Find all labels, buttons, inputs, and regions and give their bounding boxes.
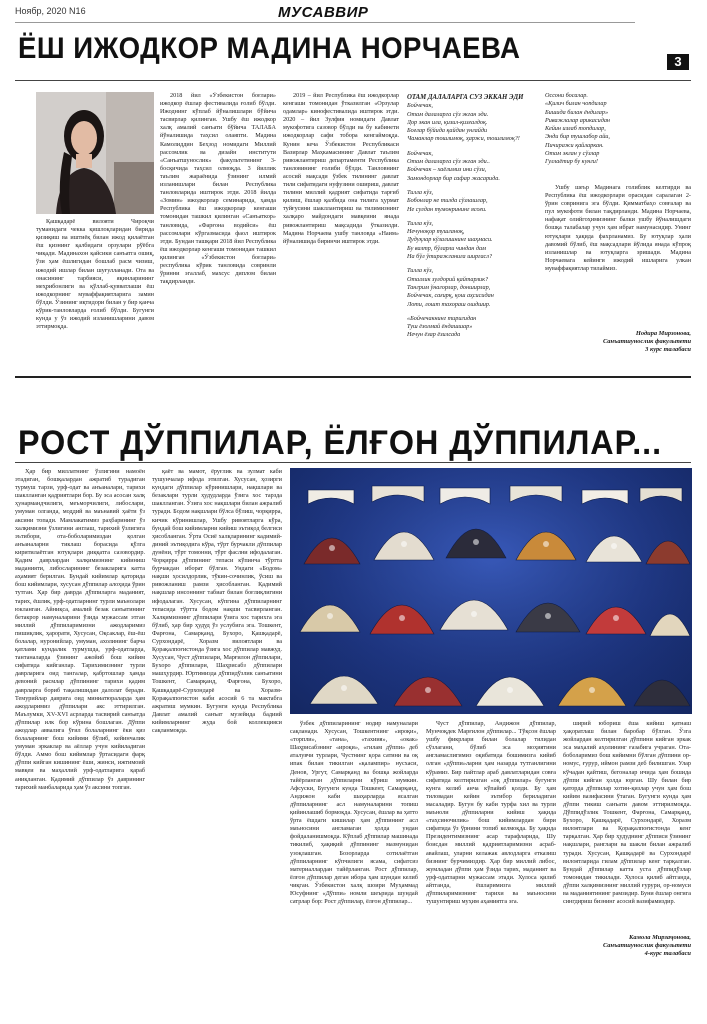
- poem1-line: Тилла кўз,: [407, 188, 434, 196]
- doppi-illustration: [290, 468, 692, 714]
- poem2-line: Пичиражи қайларкан.: [545, 141, 604, 149]
- article2-column-3: ўзбек дўппиларининг нодир намуналари сақланади. Хусусан, Тошкентнинг «ироқи», «торпли», «тана», «тахиия», «окак» Шаҳрисабзнинг «ироқи», «гилам дўппи» деб аталувчи турлари, Чустнинг қора сатини ва оқ ипак билан тикилган «қалампир» нусхаси, Денов, Ургут, Самарқанд ва бошқа жойларда тайёрланган дўппиларни кўриш мумкин. Афсуски, Бугунги кунда Тошкент, Самарқанд, Андижон каби шаҳарларда ясалган дўппиларнинг асл намуналарини топиш қийинлашиб бормоқда. Хусусан, ёшлар ва ҳатто ўрта ёшдаги кишилар ҳам дўппининг асл маъносини англамаган ҳолда ундан фойдаланишмоқда. Кўплаб дўппилар машинада тикилиб, ҳақиқий дўппининг мазмунидан узоқлашган. Бозорларда сотилаётган дўппиларнинг кўпчилиги ясама, сифатсиз материаллардан тайёрланган. Рост дўппилар, ёлғон дўппилар деган ибора ҳам шундан келиб чиқган. Ўзбекистон халқ шоири Муҳаммад Юсуфнинг «Дўппи» номли шеърида шундай сатрлар бор: Рост дўппилар, ёлғон дўппилар...: [290, 720, 418, 906]
- page-number: 3: [667, 54, 689, 70]
- masthead-logo: МУСАВВИР: [278, 4, 369, 21]
- signature-year: 3 курс талабаси: [645, 346, 691, 353]
- signature-name: Камола Мирзаҷонова,: [629, 934, 691, 941]
- poem1-line: Дор экан ила, қизил-қизғалдоқ.: [407, 118, 488, 126]
- poem2-line: Риважлалар арикасидан: [545, 116, 610, 124]
- section-divider: [15, 376, 691, 378]
- poem1-line: Бойчечак – хаёлимиз ини сўзи,: [407, 166, 487, 174]
- poem1-line: «Бойчечакнинг тиригидан: [407, 314, 477, 322]
- poem1-line: Бу валтр, бўларли чиндан дам: [407, 244, 487, 252]
- article2-headline: РОСТ ДЎППИЛАР, ЁЛҒОН ДЎППИЛАР...: [18, 424, 663, 462]
- poem1-line: Бойчечак, сағирқ, қош аҳсисидан: [407, 292, 494, 300]
- poem1-line: Чаманлар тошлимоқ, ҳаржи, тошлимоқ?!: [407, 135, 520, 143]
- article2-column-4: Чуст дўппилар, Андижон дўппилар, Мунчоқдек Марғилон дўппилар... Тўқсон ёшлар ушбу фикрлари билан болалар тилидан сўзлагани, бўлиб эса моҳиятини англамаслигимиз оқибатида бошимизга кийиб олган «дўппи»ларни ҳам назарда тутганлигини кўрамиз. Бир пайтлар араб давлатларидан совға сифатида келтирилган «оқ дўппилар» бугунги кунга келиб анча кўпайиб қолди. Бу ҳам тиловадан кейин эътибор бериладиган масаладир. Бугун бу каби турфа хил ва турли маъноли дўппиларни кийиш ҳақида «таҳсиночилик» бош кийимлардан бири сифатида ўз ўрнини топиб келмоқда. Бу ҳақида Президентимизнинг асар тарафларида, Шу боисдан миллий қадриятларимизни асраб-авайлаш, уларни келажак авлодларга етказиш бизнинг бурчимиздир. Ҳар бир миллий либос, жумладан дўппи ҳам ўзида тарих, маданият ва урф-одатларни мужассам этади. Хулоса қилиб айтганда, ёшларимизга миллий дўппиларимизнинг тарихи ва маъносини тушунтириш муҳим аҳамиятга эга.: [426, 720, 556, 906]
- poem1-line: Дудуқлар кўзалишнинг шаҳмаси.: [407, 236, 493, 244]
- signature-faculty: Санъатшунослик факультети: [602, 338, 691, 345]
- article1-column-1: Қашқадарё вилояти Чироқчи туманидаги чекка қишлоқларидан бирида қизиқиш ва иштиёқ билан ижод қилаётган ёш қизнинг қалбидаги орзулари рўёбга чиқади. Мадинахон қайсики санъатга ошиқ, ўзи ҳам ёшлигидан бошлаб расм чизиш, ижодий ишлар билан шуғулланади. Ота ва онасининг тарбияси, яқинларининг меҳрибонлиги ва қўллаб-қувватлаши ёш ижодкорнинг муваффақиятларига замин бўлди. Ўзининг иқтидори билан у бир қанча кўрик-танловларда ғолиб бўлди. Бугунги кунда у ўз ижодий изланишларини давом эттирмоқда.: [36, 218, 154, 331]
- poem2-line: Гуллаётир бу кунги!: [545, 158, 598, 166]
- signature-year: 4-курс талабаси: [644, 950, 691, 957]
- poem-block-1: [407, 94, 537, 366]
- header-rule: [15, 22, 635, 23]
- poem1-line: Туш ёзолмай ёндашшар»: [407, 323, 473, 331]
- poem2-line: Оссони босалар.: [545, 92, 588, 99]
- poem1-line: Бойчечак,: [407, 149, 433, 157]
- poem1-line: На бўл ўтиражганига ширгасл?: [407, 253, 493, 261]
- signature-name: Нодира Мирзонова,: [635, 330, 691, 337]
- poem-title: ОТАМ ДАЛАЛАРГА СЎЗ ЭККАН ЭДИ: [407, 94, 524, 101]
- poem1-line: Лоти, лошт тахораш ошдшир.: [407, 300, 491, 308]
- poem2-line: «Қилич билан чопдилар: [545, 100, 607, 108]
- poem1-line: Замондорлар бир сафар жасарида.: [407, 174, 500, 182]
- poem2-line: Бишида билан ёндилар»: [545, 108, 609, 116]
- poem2-line: Отам экган у сўзлар: [545, 150, 600, 158]
- doppi-collection-photo: [290, 468, 692, 714]
- article1-headline: ЁШ ИЖОДКОР МАДИНА НОРЧАЕВА: [18, 32, 521, 65]
- poem-lines-continued: [545, 92, 691, 167]
- article2-column-2: қаёт ва мамот, ёруғлик ва зулмат каби тушунчалар ифода этилган. Хусусан, ҳозирги кундаги дўппилар кўринишлари, нақшлари ва безаклари турли ҳудудларда ўзига хос тарзда шаклланган. Ўзига хос нақшлари билан ажралиб туради. Бодом нақшлари бўлса бўлиш, чорқирра, кичик кўринишлар, Ушбу ривоятларга кўра, бундай бош кийимларни кийиш эътиқод белгиси ҳисобланган. Ўрта Осиё халқларининг кадимий-диний эътиқодига кўра, тўрт бурчакли дўппилар дунёни, тўрт томонни, тўрт фаслни ифодалаган. Чорқирра дўппининг тепаси кўпинча тўртта бурчакдан иборат бўлган. Ундаги «Бодом» нақши ҳосилдорлик, тўкин-сочинлик, ўсиш ва ривожланиш рамзи ҳисобланган. Қадимий нақшлар инсоннинг табиат билан боғлиқлигини ифодалаган. Хусусан, кўпгина дўппиларнинг тепасида тўртта бодом нақши тасвирланган. Халқимизнинг дўппилари ўзига хос тарихга эга бўлиб, ҳар бир ҳудуд ўз услубига эга. Тошкент, Фарғона, Самарқанд, Бухоро, Қашқадарё, Сурхондарё, Хоразм вилоятлари ва Қорақалпоғистонда ўзига хос дўппилар мавжуд. Хусусан, Чуст дўппилари, Марғилон дўппилари, Бухоро дўппилари, Шаҳрисабз дўппилари машҳурдир. Юртимизда дўппидўзлик санъатини Тошкент, Самарқанд, Фарғона, Бухоро, Қашқадарё-Сурхондарё ва Хоразм-Қорақалпоғистон каби асосий 6 та мактабга ажратиш мумкин. Бугунги кунда Республика Давлат амалий санъат музейида бадиий кийимларнинг жуда бой коллекцияси сақланмоқда.: [152, 468, 282, 734]
- headline2-rule: [15, 462, 691, 463]
- headline-rule: [15, 80, 691, 81]
- poem1-line: Нечун ёзар ёзилсада: [407, 331, 461, 339]
- poem-block-2: [545, 92, 691, 180]
- article1-signature: [545, 330, 691, 354]
- poem1-line: Бобонлар не тилда сўзлашлар,: [407, 197, 488, 205]
- article2-column-5: ширий юбориш ёша кийиш қатнаш ҳақоратлаш билан баробар бўлган. Ўзга жойлардан келтирилган дўппини кийган эркак эса маҳалий аҳолининг ғазабига учраган. Ота-боболаримиз бош кийимни бўлган дўппини ор-номус, ғурур, иймон рамзи деб билишган. Улар кўчадан қайтиш, бегоналар ичида ҳам бошида дўппи кийган ҳолда юрган. Шу билан бир қаторда дўппилар хотин-қизлар учун ҳам бош кийим вазифасини ўтаган. Бугунги кунда ҳам дўппи тикиш санъати давом эттирилмоқда. Дўппидўзлик Тошкент, Фарғона, Самарқанд, Бухоро, Қашқадарё, Сурхондарё, Хоразм вилоятлари ва Қорақалпоғистонда кенг тарқалган. Ҳар бир ҳудуднинг дўпписи ўзининг нақшлари, ранглари ва шакли билан ажралиб туради. Хусусан, Қашқадарё ва Сурхондарё вилоятларида гилам дўппилар кенг тарқалган. Бундай дўппилар катта уста дўппидўзлар томонидан тикилади. Хулоса қилиб айтганда, дўппи халқимизнинг миллий ғурури, ор-номуси ва маданиятининг рамзидир. Буни ёшлар онгига сингдириш бизнинг асосий вазифамиздир.: [563, 720, 691, 906]
- poem2-line: Кейин излаб топдилар,: [545, 125, 606, 133]
- poem1-line: Тилла кўз,: [407, 219, 434, 227]
- portrait-photo: [36, 92, 154, 214]
- poem-lines: [407, 102, 537, 339]
- article1-column-5: Ушбу шеър Мадинага голиблик келтирди ва Республика ёш ижодкорлари орасидан саралаган 2-ўрин совринига эга бўлди. Қимматбаҳо совғалар ва пул мукофоти билан тақдирланди. Мадина Норчаева, нафақат олийгоҳимизнинг балки ушбу йўналишдаги бошқа талабалар учун ҳам ибрат намунасидир. Унинг ютуқлари ҳақида фахрланамиз. Бу ютуқлар ҳали давомий бўлиб, ёш мақсадлари йўлида янада кўпроқ изланишлар ва ютуқларга эришади. Мадина Норчаевага кейинги ижодий ишларига улкан муваффақиятлар тилаймиз.: [545, 184, 691, 272]
- poem1-line: Оталлик зулдорий қайтарлик?: [407, 275, 489, 283]
- article2-signature: [563, 934, 691, 958]
- poem1-line: Тилла кўз,: [407, 267, 434, 275]
- portrait-illustration: [36, 92, 154, 214]
- poem1-line: Тангрим ўнагорлар, донширлар,: [407, 283, 491, 291]
- issue-date: Ноябр, 2020 N16: [15, 6, 86, 16]
- poem1-line: Боғлар бўйида қайдан унгайди: [407, 127, 488, 135]
- article2-column-1: Ҳар бир миллатнинг ўзлигини намоён этадиган, бошқалардан ажратиб турадиган турмуш тарзи, урф-одат ва анъаналари, тарихи шаклланган қадриятлари бор. Бу эса асосан халқ ҳунармандчилиги, меъморчилиги, либослари, умуман олганда, моддий ва маънавий ҳаёти ўз аксини топади. Мамлакатимиз раҳбарининг ўз халқимизни ўзлигини англаш, тарихий ўзлигига эътибори, ота-боболаримиздан қолган анъаналарни тиклаш борасида қўлга киритилаётган ютуқлари диққатга сазовордир. Қадим даврлардан халқимизнинг кийиниш маданияти, либосларининг безакларига катта аҳамият берилган. Бундай кийимлар қаторида бош кийимлари, хусусан дўппилар алоҳида ўрин тутган. Ҳар бир даврда дўппиларга маданият, тарих, ёшлик, урф-одатларнинг турли маънолари юкланган. Айниқса, амалий безак санъатининг бетакрор намуналарини ўзида мужассам этган миллий дўппиларимизни ажодларимиз пишиқлик, ҳарорати, Хусусан, Оқсаклар, ёш-ёш болалар, нуронийлар, умуман, ахолининг барча қатлами кундалик турмушда, урф-одатларда, тантаналарда ўзининг ажойиб бош кийим сифатида кийганлар. Тарихимизнинг турли даврларига оид тангалар, қабртошлар ҳамда девоний расмлар дўппининг тарихи қадим даврларга бориб тақалишидан далолат беради. Темурийлар даврига оид миниатюраларда ҳам ажодларимиз дўппилари акс эттирилган. Маълумки, XV-XVI асрларда тасвирий санъатда дўппилар илк бор кўрина бошлаган. Дўппи ажодлар аввалига ўғил болаларнинг ёки қиз болаларнинг бош кийими бўлиб, кейинчалик умуман эркаклар ва аёллар учун кийиладиган бўлди. Аммо бош кийимлар ўртасидаги фарқ дўппи кийган кишининг ёши, жинси, ижтимоий мавқеи ва маҳаллий урф-одатларига қараб аниқланган. Қадимий дўппилар ўз даврининг тарихий манбаларида ҳам ўз аксини топган.: [15, 468, 145, 791]
- poem1-line: Отам далаларга сўз экган эди..: [407, 158, 490, 166]
- article1-column-2: 2018 йил «Ўзбекистон боғлари» ижодкор ёшлар фестивалида ғолиб бўлди. Ижоднинг кўплаб йўналишлари бўйича тасвирлар қилинган. Ушбу ёш ижодкор халқ амалий санъати бўйича ТАЛАБА йўналишида таҳсил олаяпти. Мадина Камолиддин Беҳзод номидаги Миллий рассомлик ва дизайн институти «Санъатшунослик» факультетининг 3-босқичида таҳсил олмоқда. 3 йиллик таълим жараёнида ўзининг илмий изланишлари билан Республика танловларида иштирок этди. 2018 йилда «Зомин» ижодкорлар семинарида, ҳамда Республика ёш ижодкорлар кенгаши томонидан ташкил қилинган «Санъаткор» танловида, «Фарғона водийси» ёш рассомлари кўргазмасида фаол иштирок этди. Бундан ташқари 2018 йил Республика ёш ижодкорлар кенгаши томонидан ташкил қилинган «Ўзбекистон боғлари» республика кўрик танловида совринли ўринни эгаллаб, махсус диплом билан тақдирланди.: [160, 92, 276, 286]
- signature-faculty: Санъатшунослик факультети: [602, 942, 691, 949]
- poem1-line: Нечуноқор тушганоқ,: [407, 228, 465, 236]
- poem1-line: Отам далаларга сўз экган эди.: [407, 110, 489, 118]
- poem1-line: Не сулдан тумонрининг ясоғи.: [407, 205, 487, 213]
- poem1-line: Бойчечак,: [407, 102, 433, 110]
- poem2-line: Энди бир тушлабор айи,: [545, 133, 610, 141]
- article1-column-3: 2019 – йил Республика ёш ижодкорлар кенгаши томонидан ўтказилган «Орзулар одамлар» кинофестивалида иштирок этди. 2020 – йил Зулфия номидаги Давлат мукофотига сазовор бўлди ва бу кабинети ижодкорлар сафи тобора кенгаймоқда. Кунин кеча Ўзбекистон Республикаси Вазирлар Маҳкамасининг Давлат таълим ривожлантириш департаменти Республика танловининг ғолиби бўлди. Танловнинг асосий мақсади ўзбек тилининг давлат тили сифатидаги нуфузини ошириш, давлат тилини миллий қадрият сифатида тарғиб қилиш, ёшлар қалбида она тилига ҳурмат туйғусини шакллантириш ва тилимизнинг халқаро майдондаги мавқеини янада ривожлантириш мақсадида ўтказилди. Мадина Норчаева ушбу танловда «Наим» йўналишида биринчи иштирок этди.: [283, 92, 399, 245]
